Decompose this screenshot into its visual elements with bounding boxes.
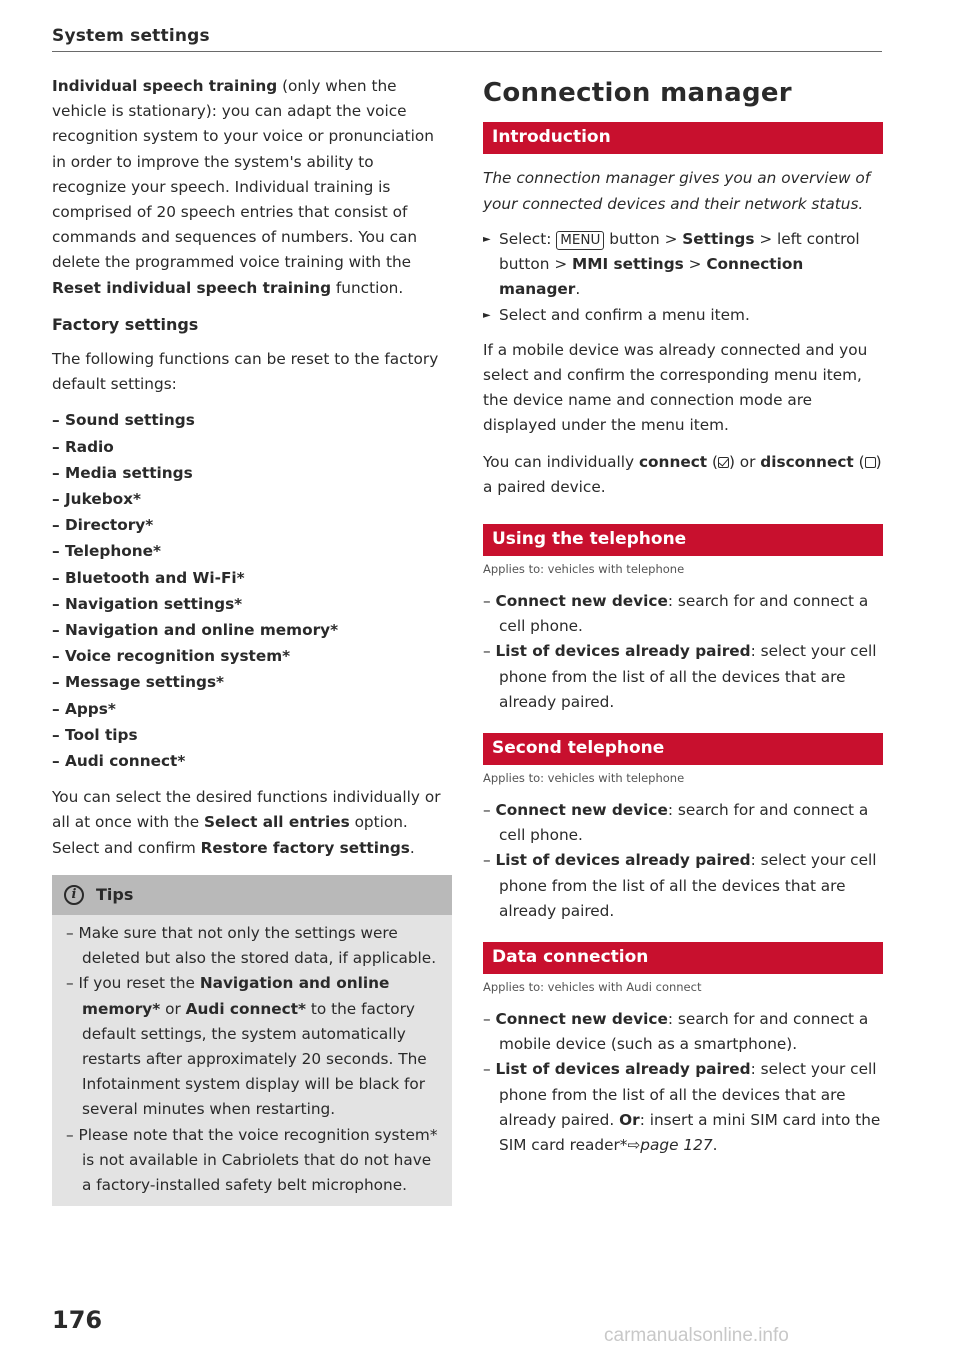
list-item: – Audi connect* (52, 752, 186, 771)
watermark: carmanualsonline.info (604, 1325, 789, 1346)
page-number: 176 (52, 1306, 103, 1334)
speech-training-text-end: function. (331, 278, 404, 297)
header-rule (52, 51, 882, 52)
list-item: – Message settings* (52, 673, 225, 692)
factory-items-list (52, 408, 452, 774)
triangle-bullet-icon: ► (483, 309, 491, 321)
telephone-list (483, 589, 883, 715)
intro-para2: You can individually connect ( ) or disconnect ( ) a paired device. (483, 452, 882, 496)
left-column (52, 74, 452, 1206)
list-item: – If you reset the Navigation and online memory* or Audi connect* to the factory default settings, the system automatically restarts after approximately 20 seconds. The Infotainment system display will be black for several minutes when restarting. (66, 974, 427, 1119)
speech-training-text: (only when the vehicle is stationary): you can adapt the voice recognition system to your voice or pronunciation in order to improve the system's ability to recognize your speech. Individual training is comprised of 20 speech entries that consist of commands and sequences of numbers. You can delete the programmed voice training with the (52, 77, 434, 272)
list-item: – Navigation and online memory* (52, 621, 339, 640)
info-icon: i (64, 885, 84, 905)
list-item: – Sound settings (52, 411, 195, 430)
menu-key: MENU (556, 231, 604, 250)
speech-training-paragraph (52, 74, 452, 301)
factory-intro: The following functions can be reset to the factory default settings: (52, 350, 439, 394)
tips-title: Tips (96, 885, 134, 905)
section-data-connection-heading: Data connection (483, 942, 883, 974)
list-item: – Bluetooth and Wi-Fi* (52, 568, 245, 587)
checkbox-checked-icon (718, 457, 729, 468)
section-second-telephone-heading: Second telephone (483, 733, 883, 765)
checkbox-empty-icon (865, 457, 876, 468)
page-reference-link[interactable]: page 127 (640, 1136, 713, 1155)
triangle-bullet-icon: ► (483, 234, 491, 245)
list-item: – Voice recognition system* (52, 647, 291, 666)
list-item: – Tool tips (52, 725, 138, 744)
factory-settings-heading: Factory settings (52, 314, 199, 334)
list-item: – List of devices already paired: select your cell phone from the list of all the devices that are already paired. (483, 851, 877, 920)
select-entries-paragraph: You can select the desired functions individually or all at once with the Select all entries option. Select and confirm Restore factory settings. (52, 788, 441, 857)
applies-to-telephone: Applies to: vehicles with telephone (483, 562, 685, 577)
right-column (483, 74, 883, 1169)
list-item: – Telephone* (52, 542, 161, 561)
header-title: System settings (52, 26, 210, 46)
reset-training-label: Reset individual speech training (52, 278, 332, 297)
list-item: – Radio (52, 437, 114, 456)
select-all-label: Select all entries (204, 813, 350, 832)
intro-italic: The connection manager gives you an overview of your connected devices and their network status. (483, 169, 871, 213)
list-item: – Connect new device: search for and connect a mobile device (such as a smartphone). (483, 1010, 869, 1054)
data-connection-list (483, 1007, 883, 1158)
intro-para1: If a mobile device was already connected and you select and confirm the corresponding menu item, the device name and connection mode are displayed under the menu item. (483, 340, 868, 435)
intro-steps (483, 227, 883, 328)
list-item: – Navigation settings* (52, 594, 243, 613)
list-item: – Directory* (52, 516, 154, 535)
tips-header (52, 875, 452, 915)
applies-to-second: Applies to: vehicles with telephone (483, 771, 685, 786)
list-item: – List of devices already paired: select your cell phone from the list of all the devices that are already paired. Or: insert a mini SIM card into the SIM card reader*⇨page 127. (483, 1060, 881, 1155)
list-item: – Connect new device: search for and connect a cell phone. (483, 801, 869, 845)
list-item: – List of devices already paired: select your cell phone from the list of all the devices that are already paired. (483, 642, 877, 711)
list-item: – Media settings (52, 463, 193, 482)
applies-to-data: Applies to: vehicles with Audi connect (483, 980, 702, 995)
tips-list (52, 915, 452, 1198)
list-item: – Please note that the voice recognition system* is not available in Cabriolets that do not have a factory-installed safety belt microphone. (66, 1125, 438, 1194)
list-item: – Jukebox* (52, 490, 142, 509)
list-item: – Make sure that not only the settings were deleted but also the stored data, if applicable. (66, 923, 437, 968)
restore-factory-label: Restore factory settings (200, 838, 410, 857)
page-ref-arrow-icon: ⇨ (627, 1136, 641, 1155)
section-telephone-heading: Using the telephone (483, 524, 883, 556)
list-item: – Connect new device: search for and connect a cell phone. (483, 592, 869, 636)
tips-box (52, 875, 452, 1206)
section-introduction-heading: Introduction (483, 122, 883, 154)
page-title: Connection manager (483, 78, 792, 108)
list-item: – Apps* (52, 699, 116, 718)
second-telephone-list (483, 798, 883, 924)
speech-training-label: Individual speech training (52, 77, 278, 95)
list-item: ► Select and confirm a menu item. (483, 303, 883, 328)
list-item: ► Select: MENU button > Settings > left control button > MMI settings > Connection manager. (483, 227, 883, 303)
